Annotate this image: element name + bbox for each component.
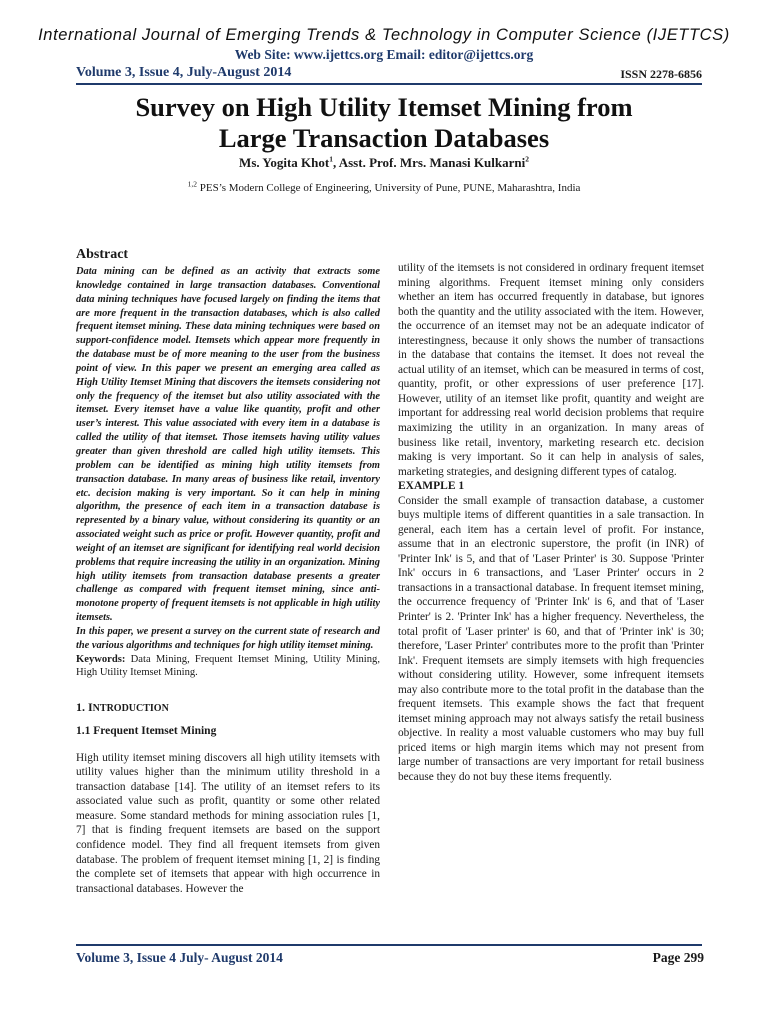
authors [0,155,768,171]
issn: ISSN 2278-6856 [620,67,702,81]
affiliation-mark: 1,2 [187,179,197,189]
introduction-heading-rest: NTRODUCTION [92,702,169,714]
introduction-heading-num: 1. I [76,699,93,714]
author-2: , Asst. Prof. Mrs. Manasi Kulkarni [332,155,526,170]
affiliation [0,179,768,194]
author-1: Ms. Yogita Khot [239,155,330,170]
introduction-paragraph: High utility itemset mining discovers all high utility itemsets with utility values higher than the minimum utility threshold in a transaction database [14]. The utility of an itemset refers to its associated value such as profit, quantity or some other related measure. Some standard methods for mining association rules [1, 7] that is finding frequent itemsets are based on the support confidence model. They find all frequent itemsets from given database. The problem of frequent itemset mining [1, 2] is finding the complete set of itemsets that appear with high occurrence in transactional databases. However the [76,751,380,895]
author-1-affiliation-mark: 1 [329,154,333,164]
paper-title-line-2: Large Transaction Databases [218,123,550,153]
keywords-label: Keywords: [76,653,126,665]
keywords [76,653,380,680]
keywords-text: Data Mining, Frequent Itemset Mining, Utility Mining, High Utility Itemset Mining. [76,653,380,679]
footer-divider [76,944,702,946]
header-divider [76,83,702,85]
example-heading: EXAMPLE 1 [398,480,465,493]
example-paragraph: Consider the small example of transaction database, a customer buys multiple items of different quantities in a sale transaction. In general, each item has a certain level of profit. For instance, assume that in an electronic superstore, the profit (in INR) of 'Printer Ink' is 5, and that of 'Laser Printer' is 30. Suppose 'Printer Ink' occurs in 6 transactions, and 'Laser Printer' occurs in 2 transactions in a transactional database. In frequent itemset mining, the occurrence frequency of 'Printer Ink' is 6, and that of 'Laser Printer' is 2. 'Printer Ink' has a higher frequency. Nevertheless, the total profit of 'Laser printer' is 60, and that of 'Printer ink' is 30; therefore, 'Laser Printer' contributes more to the profit than 'Printer Ink'. Frequent itemsets are simply itemsets with high frequencies without considering utility. However, some infrequent itemsets may also contribute more to the total profit in the database than the frequent itemsets. This example shows the fact that frequent itemset mining approach may not always satisfy the retail business objective. In reality a most valuable customers who may buy full priced items or high margin items which may not present from large number of transactions are very important for retail business because they do not buy these items frequently. [398,494,704,783]
paper-title [0,92,768,154]
right-column [398,261,704,785]
author-2-affiliation-mark: 2 [525,154,529,164]
abstract-paragraph-1: Data mining can be defined as an activity that extracts some knowledge contained in large transaction databases. Conventional data mining techniques have focused largely on finding the items that are more frequent in the transaction databases, which is also called frequent itemset mining. These data mining techniques were based on support-confidence model. Itemsets which appear more frequently in the database must be of more meaning to the user from the business point of view. In this paper we present an emerging area called as High Utility Itemset Mining that discovers the itemsets considering not only the frequency of the itemset but also utility associated with the itemset. Every itemset have a value like quantity, profit and other user’s interest. This value associated with every item in a database is called the utility of that itemset. Those itemsets having utility values greater than given threshold are called high utility itemsets. This problem can be identified as mining high utility itemsets from transaction database. In many areas of business like retail, inventory etc. decision making is very important. So it can help in mining algorithm, the presence of each item in a transaction database is represented by a binary value, without considering its quantity or an associated weight such as price or profit. However quantity, profit and weight of an itemset are significant for identifying real world decision problems that require increasing the utility in an organization. Mining high utility itemsets from transaction database presents a greater challenge as compared with frequent itemset mining, since anti-monotone property of frequent itemsets is not applicable in high utility itemsets. [76,266,380,624]
journal-title: International Journal of Emerging Trends & Technology in Computer Science (IJETTCS) [38,26,730,44]
paper-title-line-1: Survey on High Utility Itemset Mining from [135,92,633,122]
introduction-heading [76,700,380,717]
page-number: Page 299 [652,950,704,965]
subsection-heading: 1.1 Frequent Itemset Mining [76,725,217,738]
left-column [76,246,380,896]
right-paragraph-1: utility of the itemsets is not considered in ordinary frequent itemset mining algorithms. Frequent itemset mining only considers whether an item has occurred frequently in database, but ignores both the quantity and the utility associated with the item. However, the occurrence of an itemset may not be an adequate indicator of interestingness, because it only shows the number of transactions in the database that contains the itemset. It does not reveal the actual utility of an itemset, which can be measured in terms of cost, quantity, profit, or other expressions of user preference [17]. However, utility of an itemset like profit, quantity and weight are important for addressing real world decision problems that require maximizing the utility in an organization. In many areas of business like retail, inventory, marketing research etc. decision making is very important. So it can help in analysis of sales, marketing strategies, and designing different types of catalog. [398,262,704,478]
abstract-heading: Abstract [76,247,129,262]
journal-website: Web Site: www.ijettcs.org Email: editor@ijettcs.org [234,47,534,62]
affiliation-text: PES’s Modern College of Engineering, University of Pune, PUNE, Maharashtra, India [196,182,581,194]
volume-issue-header: Volume 3, Issue 4, July-August 2014 [76,65,292,80]
abstract-paragraph-2: In this paper, we present a survey on the current state of research and the various algorithms and techniques for high utility itemset mining. [76,625,380,651]
footer-volume-issue: Volume 3, Issue 4 July- August 2014 [76,950,283,965]
